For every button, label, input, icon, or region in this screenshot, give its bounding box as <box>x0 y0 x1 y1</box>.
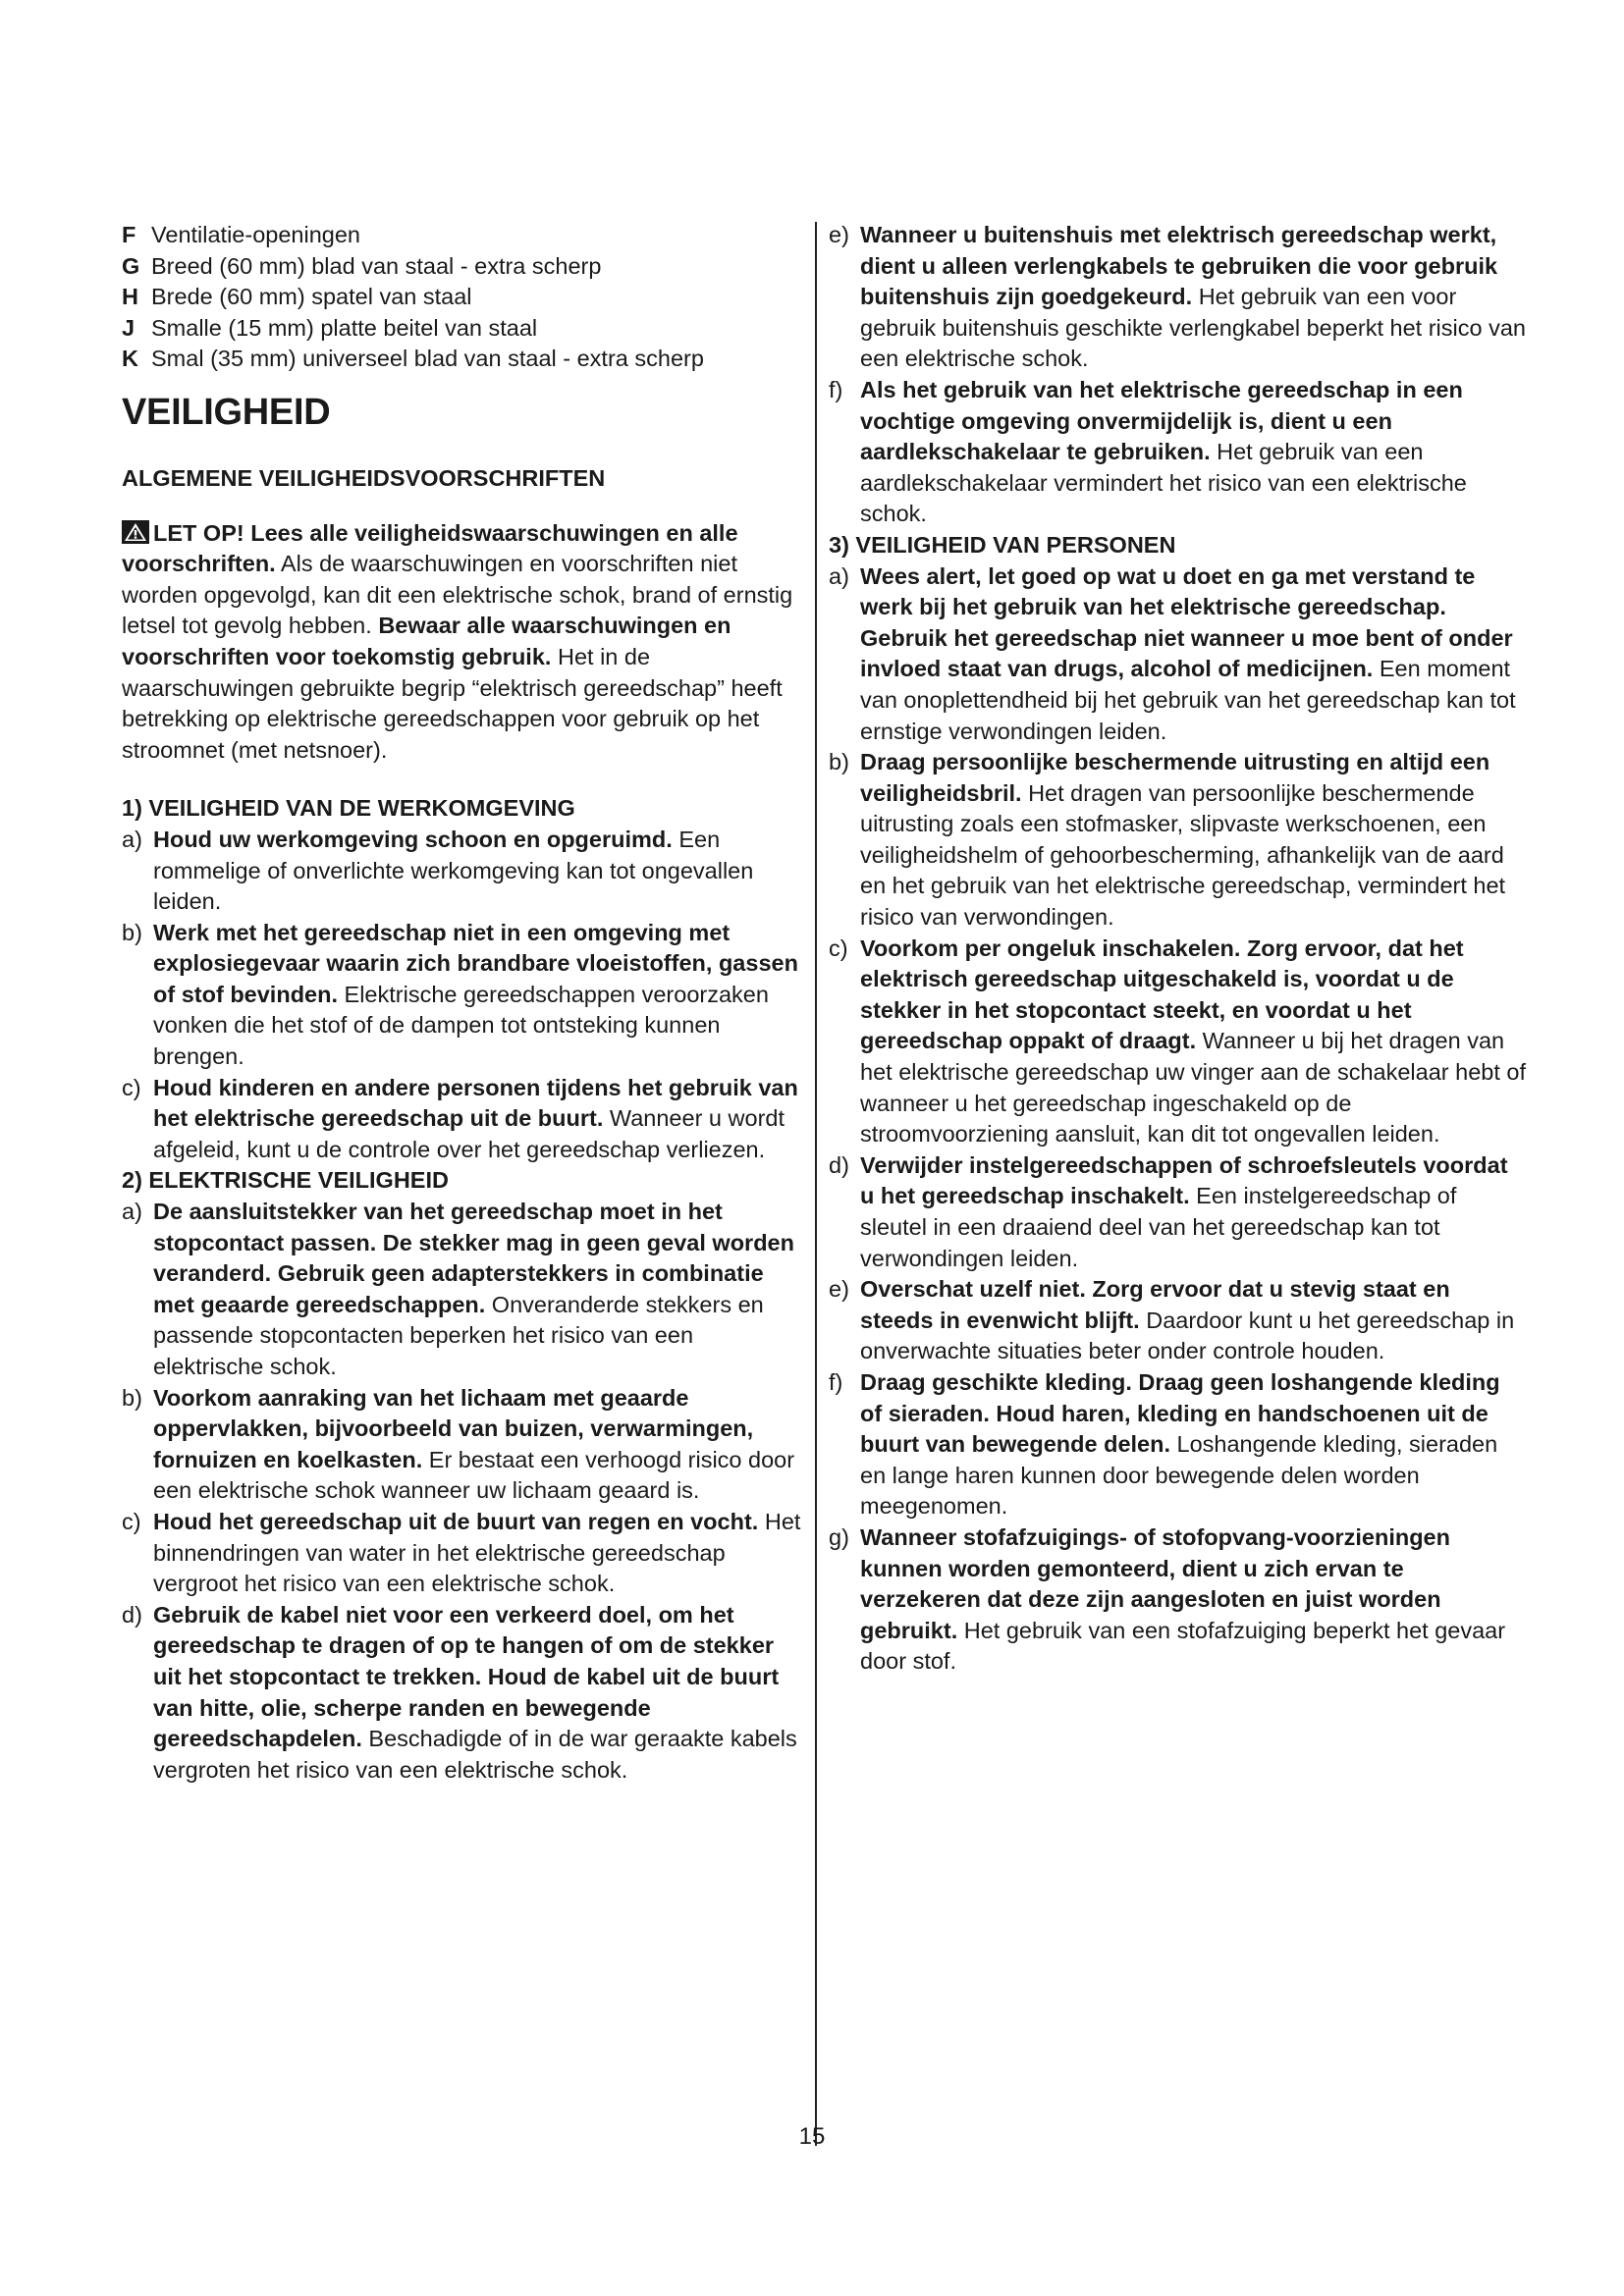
list-item <box>829 220 1528 375</box>
item-text: Wanneer u bij het dragen van het elektrische gereedschap uw vinger aan de schakelaar hebt of wanneer u het gereedschap ingeschakeld op de stroomvoorziening aansluit, kan dit tot ongevallen leiden. <box>860 1028 1527 1148</box>
group-heading: 3) VEILIGHEID VAN PERSONEN <box>829 531 1176 558</box>
item-text: Loshangende kleding, sieraden en lange haren kunnen door bewegende delen worden meegenomen. <box>860 1431 1498 1520</box>
item-text: Er bestaat een verhoogd risico door een elektrische schok wanneer uw lichaam geaard is. <box>153 1446 795 1504</box>
item-bold: Houd het gereedschap uit de buurt van regen en vocht. <box>153 1508 759 1534</box>
legend-text: Smalle (15 mm) platte beitel van staal <box>151 314 538 341</box>
legend-letter: F <box>122 222 136 247</box>
item-marker: a) <box>122 1199 142 1225</box>
item-marker: f) <box>829 376 843 402</box>
item-marker: b) <box>122 1384 142 1411</box>
list-item <box>829 561 1528 748</box>
item-bold: Draag persoonlijke beschermende uitrusting en altijd een veiligheidsbril. <box>860 749 1490 806</box>
legend-row <box>122 313 805 345</box>
legend-letter: J <box>122 314 135 341</box>
legend-text: Ventilatie-openingen <box>151 222 360 247</box>
item-marker: g) <box>829 1523 849 1550</box>
item-marker: d) <box>122 1601 142 1628</box>
item-bold: Verwijder instelgereedschappen of schroefsleutels voordat u het gereedschap inschakelt. <box>860 1151 1508 1209</box>
legend-row <box>122 344 805 375</box>
right-column <box>829 220 1528 1678</box>
item-marker: c) <box>829 934 848 961</box>
item-bold: Houd kinderen en andere personen tijdens het gebruik van het elektrische gereedschap uit de buurt. <box>153 1074 798 1132</box>
left-column <box>122 220 805 1786</box>
legend-text: Brede (60 mm) spatel van staal <box>151 284 472 310</box>
item-marker: c) <box>122 1508 141 1534</box>
legend-text: Breed (60 mm) blad van staal - extra scherp <box>151 252 602 279</box>
warning-bold: LET OP! Lees alle veiligheidswaarschuwingen en alle voorschriften. <box>122 519 738 577</box>
item-text: Daardoor kunt u het gereedschap in onverwachte situaties beter onder controle houden. <box>860 1307 1515 1364</box>
item-marker: b) <box>829 749 849 775</box>
item-marker: e) <box>829 222 849 247</box>
list-item <box>829 1274 1528 1367</box>
list-item <box>122 918 805 1073</box>
list-item <box>829 1150 1528 1274</box>
legend-letter: K <box>122 346 138 372</box>
item-bold: Voorkom aanraking van het lichaam met geaarde oppervlakken, bijvoorbeeld van buizen, verwarmingen, fornuizen en koelkasten. <box>153 1384 754 1472</box>
list-item <box>122 1073 805 1166</box>
legend-letter: G <box>122 252 140 279</box>
section-title: VEILIGHEID <box>122 391 331 433</box>
group-heading: 1) VEILIGHEID VAN DE WERKOMGEVING <box>122 795 575 822</box>
item-text: Het gebruik van een stofafzuiging beperkt het gevaar door stof. <box>860 1617 1506 1675</box>
item-marker: e) <box>829 1276 849 1303</box>
item-text: Een moment van onoplettendheid bij het gebruik van het gereedschap kan tot ernstige verwondingen leiden. <box>860 656 1516 744</box>
item-text: Een instelgereedschap of sleutel in een draaiend deel van het gereedschap kan tot verwondingen leiden. <box>860 1183 1457 1271</box>
item-text: Onveranderde stekkers en passende stopcontacten beperken het risico van een elektrische schok. <box>153 1291 764 1379</box>
item-bold: Wanneer u buitenshuis met elektrisch gereedschap werkt, dient u alleen verlengkabels te gebruiken die voor gebruik buitenshuis zijn goedgekeurd. <box>860 222 1498 310</box>
keep-bold: Bewaar alle waarschuwingen en voorschriften voor toekomstig gebruik. <box>122 613 731 669</box>
item-bold: Voorkom per ongeluk inschakelen. Zorg ervoor, dat het elektrisch gereedschap uitgeschakeld is, voordat u de stekker in het stopcontact steekt, en voordat u het gereedschap oppakt of draagt. <box>860 934 1464 1054</box>
legend-text: Smal (35 mm) universeel blad van staal - extra scherp <box>151 346 704 372</box>
list-item <box>122 1197 805 1383</box>
group-heading: 2) ELEKTRISCHE VEILIGHEID <box>122 1167 449 1194</box>
item-bold: Wanneer stofafzuigings- of stofopvang-voorzieningen kunnen worden gemonteerd, dient u zich ervan te verzekeren dat deze zijn aangesloten en juist worden gebruikt. <box>860 1523 1450 1643</box>
item-text: Een rommelige of onverlichte werkomgeving kan tot ongevallen leiden. <box>153 826 754 915</box>
item-text: Elektrische gereedschappen veroorzaken vonken die het stof of de dampen tot ontsteking kunnen brengen. <box>153 981 769 1070</box>
page-number: 15 <box>798 2123 826 2150</box>
item-marker: b) <box>122 919 142 945</box>
item-bold: Gebruik de kabel niet voor een verkeerd doel, om het gereedschap te dragen of op te hangen of om de stekker uit het stopcontact te trekken. Houd de kabel uit de buurt van hitte, olie, scherpe randen en bewegende gereedschapdelen. <box>153 1601 780 1752</box>
list-item <box>829 375 1528 530</box>
item-bold: Werk met het gereedschap niet in een omgeving met explosiegevaar waarin zich brandbare vloeistoffen, gassen of stof bevinden. <box>153 919 798 1007</box>
item-marker: a) <box>829 562 849 589</box>
legend-letter: H <box>122 284 138 310</box>
list-item <box>829 934 1528 1150</box>
item-text: Het dragen van persoonlijke beschermende uitrusting zoals een stofmasker, slipvaste werkschoenen, een veiligheidshelm of gehoorbescherming, afhankelijk van de aard en het gebruik van het elektrische gereedschap, vermindert het risico van verwondingen. <box>860 779 1506 931</box>
list-item <box>122 1600 805 1787</box>
intro-warning <box>122 518 805 767</box>
item-text: Het binnendringen van water in het elektrische gereedschap vergroot het risico van een elektrische schok. <box>153 1508 801 1597</box>
item-text: Beschadigde of in de war geraakte kabels vergroten het risico van een elektrische schok. <box>153 1726 797 1783</box>
item-marker: d) <box>829 1151 849 1178</box>
list-item <box>122 1383 805 1507</box>
parts-legend <box>122 220 805 375</box>
list-item <box>829 1522 1528 1678</box>
item-bold: Overschat uzelf niet. Zorg ervoor dat u stevig staat en steeds in evenwicht blijft. <box>860 1276 1450 1333</box>
warning-text: Als de waarschuwingen en voorschriften niet worden opgevolgd, kan dit een elektrische schok, brand of ernstig letsel tot gevolg hebben. <box>122 551 793 639</box>
warning-triangle-icon <box>122 520 149 544</box>
general-safety-heading: ALGEMENE VEILIGHEIDSVOORSCHRIFTEN <box>122 464 606 491</box>
list-item <box>122 825 805 918</box>
item-marker: f) <box>829 1368 843 1395</box>
legend-row <box>122 282 805 313</box>
item-text: Het gebruik van een aardlekschakelaar vermindert het risico van een elektrische schok. <box>860 439 1467 527</box>
column-divider <box>815 222 817 2146</box>
list-item <box>829 1367 1528 1522</box>
item-bold: Wees alert, let goed op wat u doet en ga met verstand te werk bij het gebruik van het elektrische gereedschap. Gebruik het gereedschap niet wanneer u moe bent of onder invloed staat van drugs, alcohol of medicijnen. <box>860 562 1513 682</box>
item-bold: Houd uw werkomgeving schoon en opgeruimd. <box>153 826 673 852</box>
item-text: Wanneer u wordt afgeleid, kunt u de controle over het gereedschap verliezen. <box>153 1105 785 1162</box>
list-item <box>829 747 1528 934</box>
legend-row <box>122 220 805 251</box>
item-marker: a) <box>122 826 142 852</box>
item-bold: Als het gebruik van het elektrische gereedschap in een vochtige omgeving onvermijdelijk is, dient u een aardlekschakelaar te gebruiken. <box>860 376 1463 465</box>
legend-row <box>122 251 805 283</box>
item-marker: c) <box>122 1074 141 1100</box>
item-bold: De aansluitstekker van het gereedschap moet in het stopcontact passen. De stekker mag in geen geval worden veranderd. Gebruik geen adapterstekkers in combinatie met geaarde gereedschappen. <box>153 1199 794 1317</box>
keep-text: Het in de waarschuwingen gebruikte begrip “elektrisch gereedschap” heeft betrekking op elektrische gereedschappen voor gebruik op het stroomnet (met netsnoer). <box>122 643 783 763</box>
list-item <box>122 1507 805 1600</box>
item-bold: Draag geschikte kleding. Draag geen loshangende kleding of sieraden. Houd haren, kleding en handschoenen uit de buurt van bewegende delen. <box>860 1368 1500 1458</box>
item-text: Het gebruik van een voor gebruik buitenshuis geschikte verlengkabel beperkt het risico van een elektrische schok. <box>860 284 1526 372</box>
